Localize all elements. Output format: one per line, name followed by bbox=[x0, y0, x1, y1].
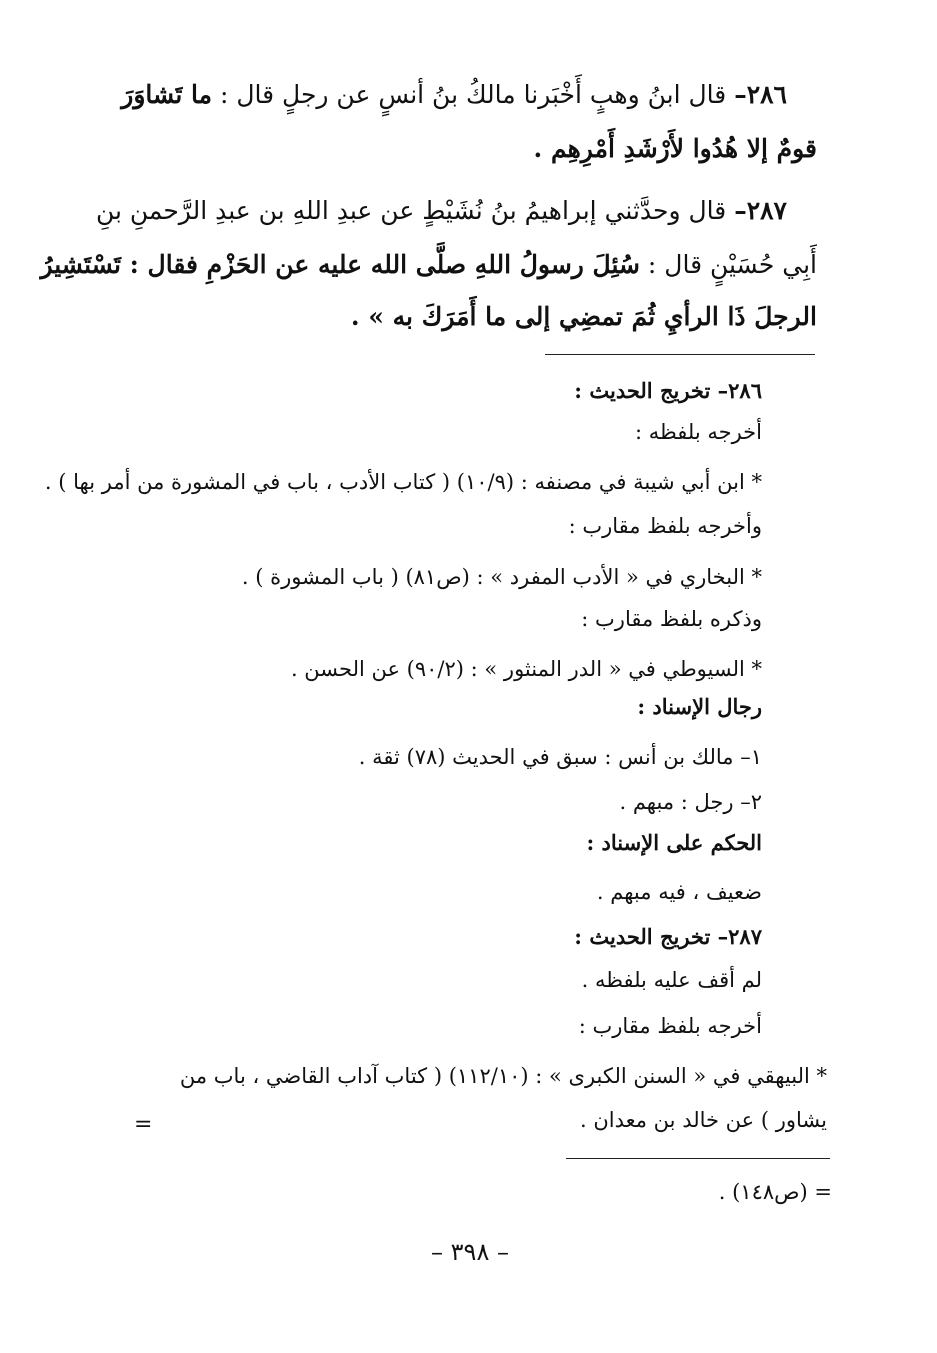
takhrij-287-line-4: يشاور ) عن خالد بن معدان . bbox=[580, 1108, 827, 1132]
footnote-rule bbox=[566, 1158, 830, 1159]
takhrij-286-line-4: * البخاري في « الأدب المفرد » : (ص٨١) ( باب المشورة ) . bbox=[241, 565, 762, 589]
takhrij-286-line-5: وذكره بلفظ مقارب : bbox=[581, 607, 762, 631]
hadith-287-number: ٢٨٧– bbox=[734, 196, 787, 225]
takhrij-286-line-2: * ابن أبي شيبة في مصنفه : (١٠/٩) ( كتاب الأدب ، باب في المشورة من أمر بها ) . bbox=[44, 470, 762, 494]
hadith-286-line-2: قومٌ إلا هُدُوا لأَرْشَدِ أَمْرِهِم . bbox=[533, 134, 817, 163]
hadith-286-intro: قال ابنُ وهبٍ أَخْبَرنا مالكُ بنُ أنسٍ عن رجلٍ قال : bbox=[219, 80, 727, 109]
takhrij-286-line-3: وأخرجه بلفظ مقارب : bbox=[568, 514, 762, 538]
hadith-286-text-start: ما تَشاوَرَ bbox=[121, 80, 213, 109]
page-number: – ٣٩٨ – bbox=[431, 1238, 509, 1266]
hadith-287-line-2 bbox=[40, 250, 817, 279]
takhrij-287-line-3: * البيهقي في « السنن الكبرى » : (١١٢/١٠) ( كتاب آداب القاضي ، باب من bbox=[179, 1064, 827, 1088]
hadith-287-line-1 bbox=[95, 196, 787, 225]
hadith-286-number: ٢٨٦– bbox=[734, 80, 787, 109]
hadith-287-text-start: سُئِلَ رسولُ اللهِ صلَّى الله عليه عن الحَزْمِ فقال : تَسْتَشِيرُ bbox=[40, 250, 640, 279]
rijal-item-1: ١– مالك بن أنس : سبق في الحديث (٧٨) ثقة . bbox=[358, 745, 762, 769]
rijal-item-2: ٢– رجل : مبهم . bbox=[619, 790, 762, 814]
hadith-287-chain-end: أَبِي حُسَيْنٍ قال : bbox=[647, 250, 817, 279]
continuation-mark: = bbox=[134, 1112, 153, 1137]
takhrij-286-line-6: * السيوطي في « الدر المنثور » : (٩٠/٢) عن الحسن . bbox=[290, 657, 762, 681]
hadith-286-line-1 bbox=[121, 80, 787, 109]
takhrij-287-line-2: أخرجه بلفظ مقارب : bbox=[578, 1014, 762, 1038]
takhrij-287-heading: ٢٨٧– تخريج الحديث : bbox=[574, 924, 762, 949]
takhrij-286-heading: ٢٨٦– تخريج الحديث : bbox=[574, 378, 762, 403]
rijal-heading: رجال الإسناد : bbox=[637, 694, 762, 719]
footnote-continuation: = (ص١٤٨) . bbox=[718, 1180, 832, 1204]
hadith-287-chain: قال وحدَّثني إبراهيمُ بنُ نُشَيْطٍ عن عبدِ اللهِ بن عبدِ الرَّحمنِ بنِ bbox=[95, 196, 727, 225]
separator-rule bbox=[545, 354, 815, 355]
takhrij-287-line-1: لم أقف عليه بلفظه . bbox=[581, 968, 762, 992]
hadith-287-line-3: الرجلَ ذَا الرأيِ ثُمَ تمضِي إلى ما أَمَرَكَ به » . bbox=[350, 302, 817, 331]
hukm-heading: الحكم على الإسناد : bbox=[586, 830, 762, 855]
hukm-text: ضعيف ، فيه مبهم . bbox=[596, 880, 762, 904]
takhrij-286-line-1: أخرجه بلفظه : bbox=[635, 420, 762, 444]
